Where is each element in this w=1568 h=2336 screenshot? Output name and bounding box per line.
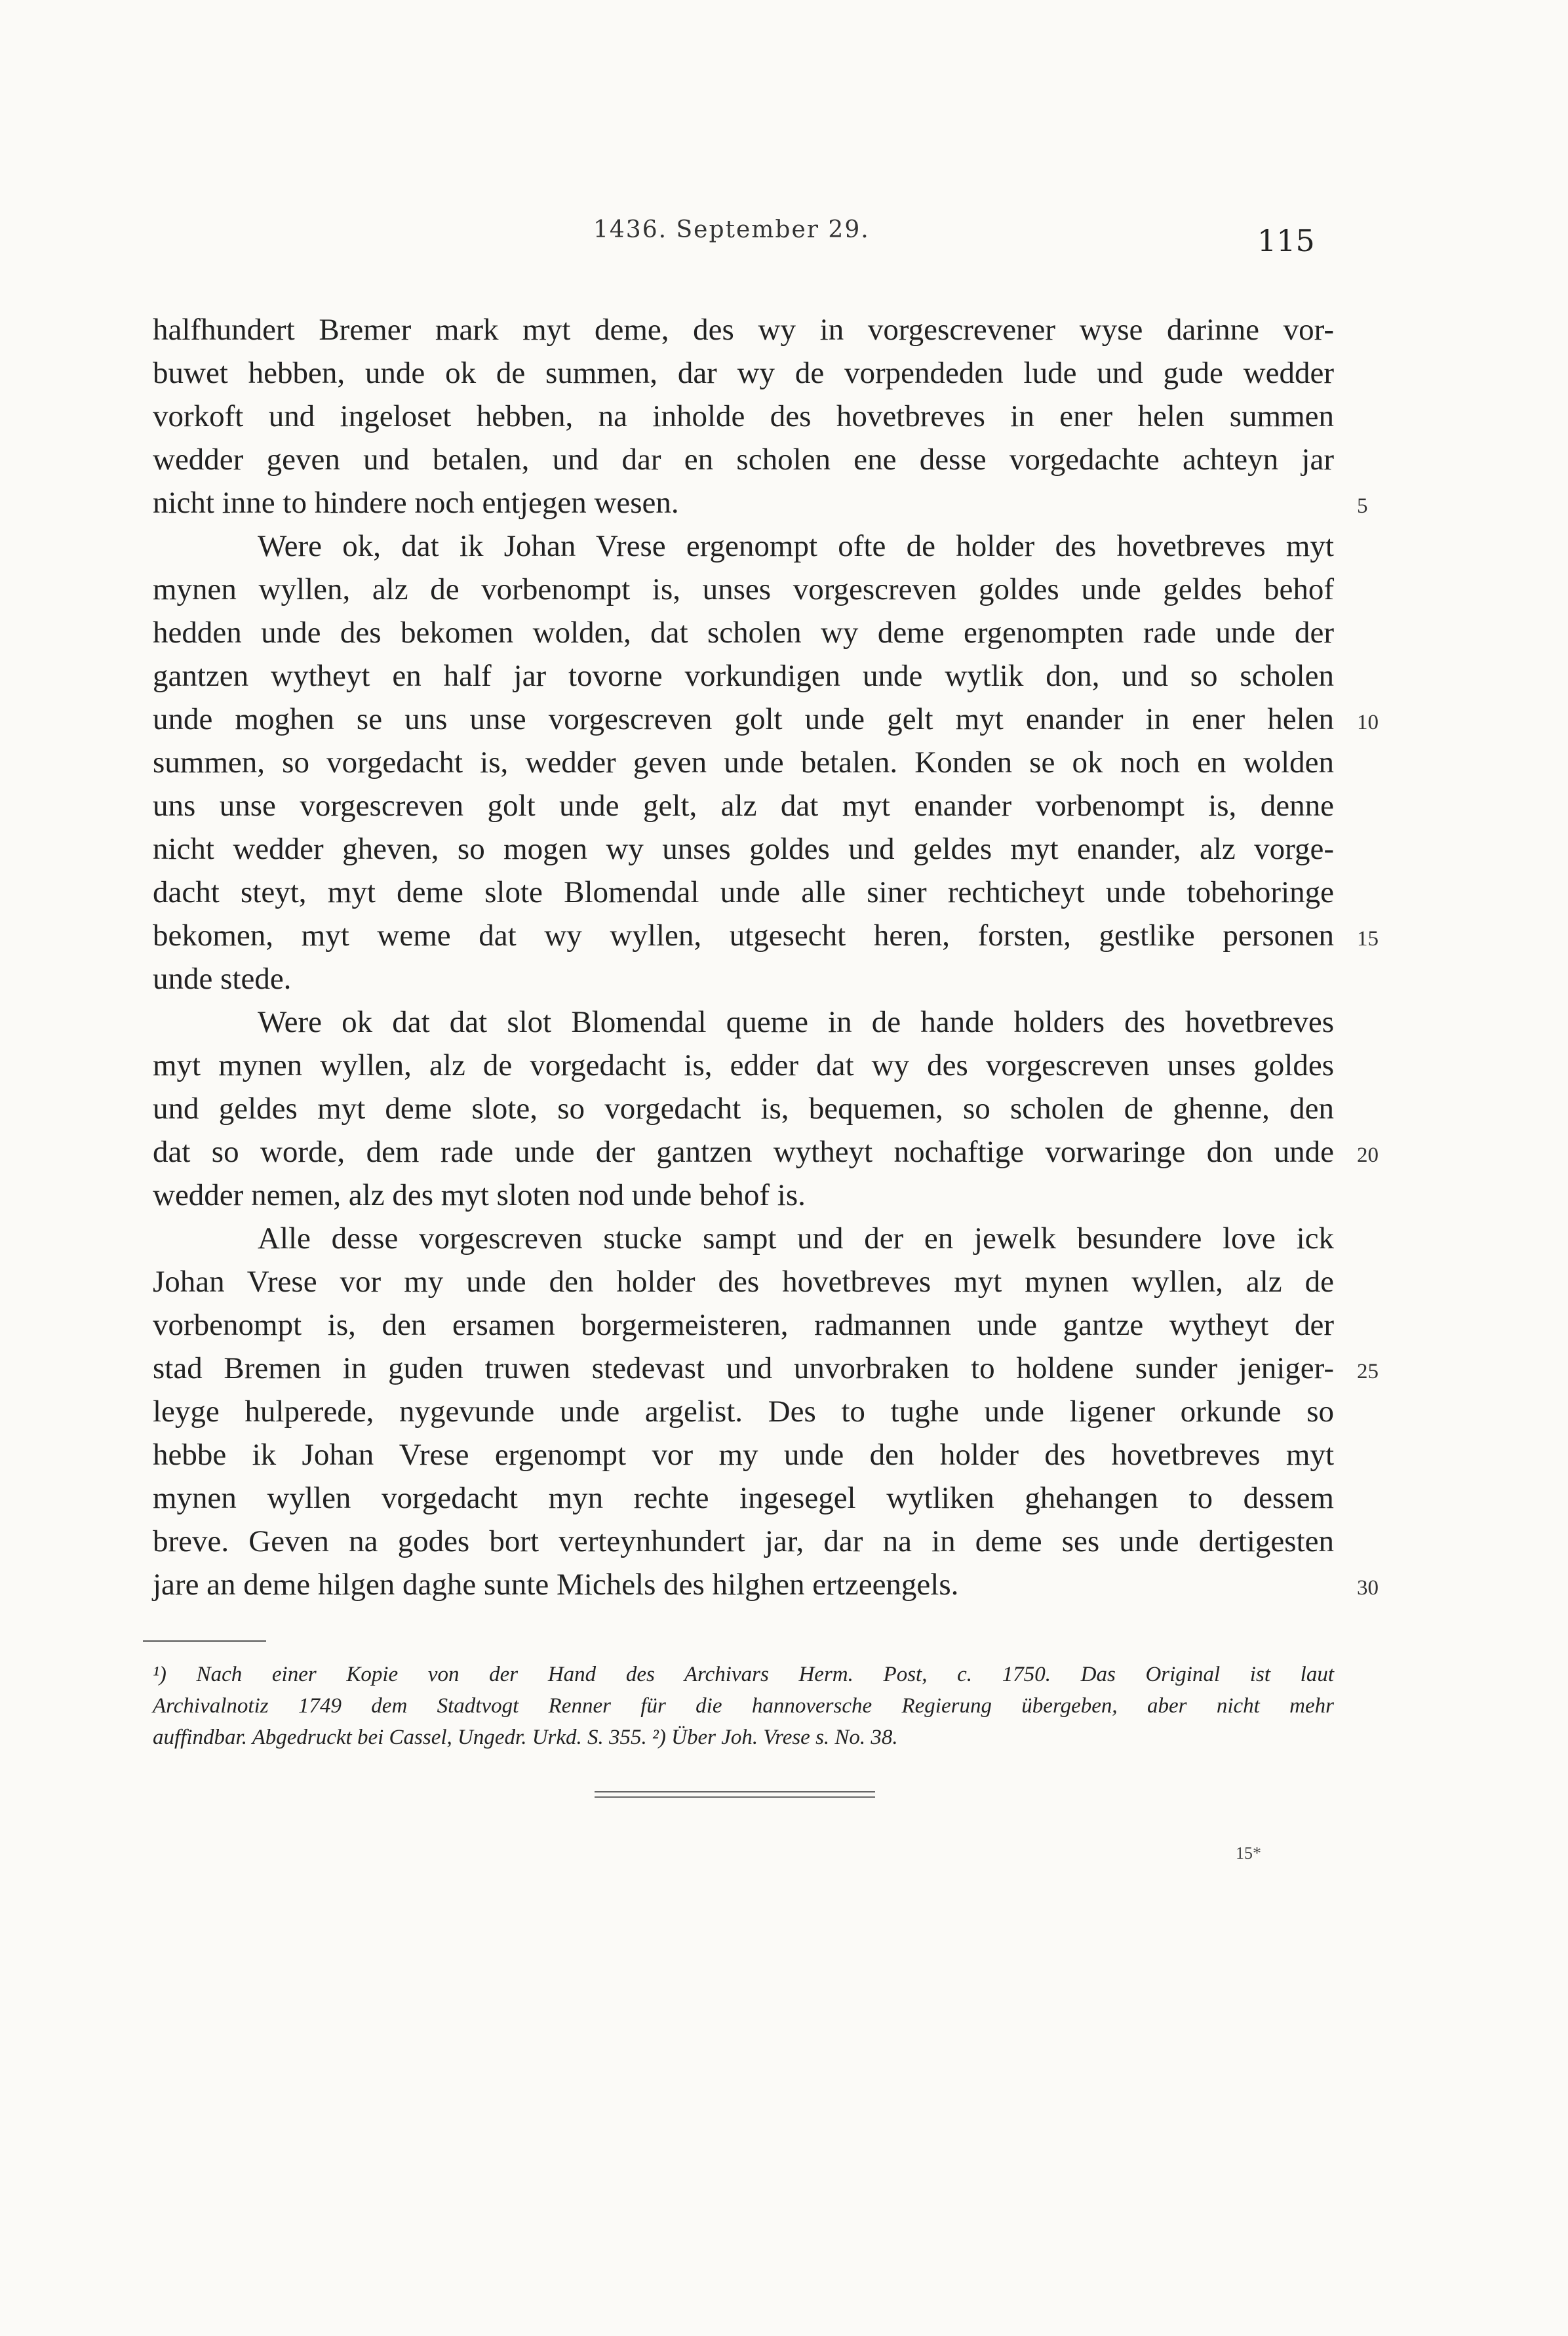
text-line: Were ok, dat ik Johan Vrese ergenompt ofte de holder des hovetbreves myt bbox=[258, 529, 1334, 563]
text-line: vorbenompt is, den ersamen borgermeisteren, radmannen unde gantze wytheyt der bbox=[153, 1308, 1334, 1342]
page-header-date: 1436. September 29. bbox=[593, 216, 870, 243]
text-line: nicht inne to hindere noch entjegen wesen. bbox=[153, 486, 679, 520]
line-number: 10 bbox=[1357, 711, 1379, 734]
text-line: wedder nemen, alz des myt sloten nod unde behof is. bbox=[153, 1178, 806, 1212]
text-line: summen, so vorgedacht is, wedder geven unde betalen. Konden se ok noch en wolden bbox=[153, 745, 1334, 780]
text-line: gantzen wytheyt en half jar tovorne vorkundigen unde wytlik don, und so scholen bbox=[153, 659, 1334, 693]
text-line: uns unse vorgescreven golt unde gelt, alz dat myt enander vorbenompt is, denne bbox=[153, 789, 1334, 823]
text-line: unde stede. bbox=[153, 962, 292, 996]
text-line: myt mynen wyllen, alz de vorgedacht is, edder dat wy des vorgescreven unses goldes bbox=[153, 1048, 1334, 1082]
text-line: dacht steyt, myt deme slote Blomendal unde alle siner rechticheyt unde tobehoringe bbox=[153, 875, 1334, 909]
text-line: halfhundert Bremer mark myt deme, des wy in vorgescrevener wyse darinne vor- bbox=[153, 313, 1334, 347]
text-line: stad Bremen in guden truwen stedevast und unvorbraken to holdene sunder jeniger- bbox=[153, 1351, 1334, 1385]
text-line: leyge hulperede, nygevunde unde argelist. Des to tughe unde ligener orkunde so bbox=[153, 1395, 1334, 1429]
text-line: wedder geven und betalen, und dar en scholen ene desse vorgedachte achteyn jar bbox=[153, 443, 1334, 477]
text-line: unde moghen se uns unse vorgescreven golt unde gelt myt enander in ener helen bbox=[153, 702, 1334, 736]
text-line: Were ok dat dat slot Blomendal queme in de hande holders des hovetbreves bbox=[258, 1005, 1334, 1039]
footnote-line: ¹) Nach einer Kopie von der Hand des Archivars Herm. Post, c. 1750. Das Original ist laut bbox=[153, 1663, 1334, 1686]
text-line: jare an deme hilgen daghe sunte Michels des hilghen ertzeengels. bbox=[153, 1568, 959, 1602]
section-end-rule bbox=[595, 1791, 875, 1798]
text-line: Alle desse vorgescreven stucke sampt und der en jewelk besundere love ick bbox=[258, 1221, 1334, 1256]
text-line: hebbe ik Johan Vrese ergenompt vor my unde den holder des hovetbreves myt bbox=[153, 1438, 1334, 1472]
text-line: buwet hebben, unde ok de summen, dar wy de vorpendeden lude und gude wedder bbox=[153, 356, 1334, 390]
page-number: 115 bbox=[1257, 223, 1315, 258]
text-line: hedden unde des bekomen wolden, dat scholen wy deme ergenompten rade unde der bbox=[153, 616, 1334, 650]
footnote-rule bbox=[143, 1640, 266, 1642]
text-line: mynen wyllen, alz de vorbenompt is, unses vorgescreven goldes unde geldes behof bbox=[153, 572, 1334, 606]
text-line: nicht wedder gheven, so mogen wy unses goldes und geldes myt enander, alz vorge- bbox=[153, 832, 1334, 866]
text-line: bekomen, myt weme dat wy wyllen, utgesecht heren, forsten, gestlike personen bbox=[153, 919, 1334, 953]
line-number: 25 bbox=[1357, 1360, 1379, 1383]
line-number: 5 bbox=[1357, 494, 1368, 518]
signature-mark: 15* bbox=[1236, 1844, 1261, 1863]
text-line: und geldes myt deme slote, so vorgedacht is, bequemen, so scholen de ghenne, den bbox=[153, 1092, 1334, 1126]
line-number: 15 bbox=[1357, 927, 1379, 951]
text-line: mynen wyllen vorgedacht myn rechte ingesegel wytliken ghehangen to dessem bbox=[153, 1481, 1334, 1515]
line-number: 20 bbox=[1357, 1143, 1379, 1167]
line-number: 30 bbox=[1357, 1576, 1379, 1600]
text-line: dat so worde, dem rade unde der gantzen wytheyt nochaftige vorwaringe don unde bbox=[153, 1135, 1334, 1169]
text-line: breve. Geven na godes bort verteynhundert jar, dar na in deme ses unde dertigesten bbox=[153, 1524, 1334, 1558]
footnote-line: Archivalnotiz 1749 dem Stadtvogt Renner für die hannoversche Regierung übergeben, aber nicht mehr bbox=[153, 1694, 1334, 1718]
text-line: Johan Vrese vor my unde den holder des hovetbreves myt mynen wyllen, alz de bbox=[153, 1265, 1334, 1299]
footnote-line: auffindbar. Abgedruckt bei Cassel, Ungedr. Urkd. S. 355. ²) Über Joh. Vrese s. No. 38. bbox=[153, 1726, 898, 1749]
text-line: vorkoft und ingeloset hebben, na inholde des hovetbreves in ener helen summen bbox=[153, 399, 1334, 433]
